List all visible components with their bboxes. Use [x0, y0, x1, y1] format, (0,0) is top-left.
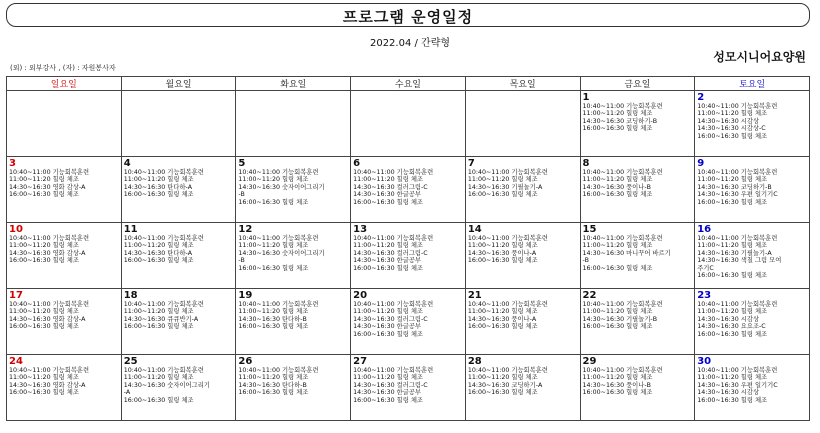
day-cell [580, 289, 695, 355]
schedule-entry: 10:40~11:00 기능회복훈련 [467, 301, 548, 308]
weekday-header-thu: 목요일 [465, 77, 580, 91]
schedule-entry: 14:30~16:30 탄다하-B [238, 315, 307, 323]
schedule-entry: 11:00~11:20 힐링 체조 [582, 374, 653, 382]
schedule-entry: 16:00~16:30 힐링 체조 [9, 191, 79, 199]
schedule-entry: -B [238, 257, 245, 265]
schedule-entry: 14:30~16:30 기필놀기-A [697, 249, 772, 257]
schedule-entry: 14:30~16:30 영화 감상-A [9, 249, 86, 257]
schedule-entry: 14:30~16:30 시감상-C [697, 125, 766, 133]
day-number: 1 [582, 92, 590, 103]
schedule-entry: 11:00~11:20 힐링 체조 [9, 176, 79, 184]
calendar-table [6, 76, 810, 421]
schedule-entry: 10:40~11:00 기능회복훈련 [123, 235, 204, 242]
day-cell [580, 355, 695, 421]
weekday-header-sat: 토요일 [695, 77, 810, 91]
schedule-entry: 14:30~16:30 컬러그림-C [353, 183, 428, 191]
schedule-entry: 14:30~16:30 숫자이어그리기 [238, 249, 325, 257]
day-cell [236, 157, 351, 223]
day-cell [351, 289, 466, 355]
schedule-entry: 10:40~11:00 기능회복훈련 [697, 301, 778, 308]
day-cell [580, 223, 695, 289]
schedule-entry: 14:30~16:30 영화 감상-A [9, 381, 86, 389]
day-number: 15 [582, 224, 597, 235]
schedule-entry: 14:30~16:30 탄다하-B [238, 381, 307, 389]
day-cell [465, 289, 580, 355]
schedule-entry: 14:30~16:30 숫자이어그리기 [123, 381, 210, 389]
schedule-entry: 10:40~11:00 기능회복훈련 [582, 367, 663, 374]
schedule-entry: 11:00~11:20 힐링 체조 [123, 242, 194, 250]
schedule-entry: 14:30~16:30 풍이나-B [582, 183, 651, 191]
day-number: 16 [697, 224, 712, 235]
day-cell [465, 157, 580, 223]
schedule-entry: 11:00~11:20 힐링 체조 [467, 242, 538, 250]
schedule-entry: -A [123, 389, 131, 397]
schedule-entry: 14:30~16:30 컬러그림-C [353, 315, 428, 323]
day-number: 5 [238, 158, 246, 169]
schedule-entry: 16:00~16:30 힐링 체조 [582, 191, 653, 199]
day-number: 6 [353, 158, 361, 169]
day-cell [465, 355, 580, 421]
day-cell [580, 91, 695, 157]
organization-name: 성모시니어요양원 [713, 50, 806, 64]
schedule-entry: 11:00~11:20 힐링 체조 [697, 110, 768, 118]
day-cell [695, 91, 810, 157]
schedule-entry: 11:00~11:20 힐링 체조 [9, 242, 79, 250]
schedule-entry: 10:40~11:00 기능회복훈련 [238, 235, 319, 242]
day-cell [7, 289, 122, 355]
schedule-entry: 10:40~11:00 기능회복훈련 [123, 169, 204, 176]
day-cell [7, 157, 122, 223]
schedule-entry: 16:00~16:30 힐링 체조 [9, 389, 79, 397]
schedule-entry: 16:00~16:30 힐링 체조 [467, 257, 538, 265]
schedule-entry: 16:00~16:30 힐링 체조 [697, 396, 768, 404]
schedule-entry: 11:00~11:20 힐링 체조 [582, 308, 653, 316]
schedule-entry: 11:00~11:20 힐링 체조 [697, 374, 768, 382]
day-number: 25 [123, 356, 138, 367]
day-number: 20 [353, 290, 368, 301]
schedule-entry: 10:40~11:00 기능회복훈련 [582, 301, 663, 308]
empty-day-cell [351, 91, 466, 157]
day-number: 7 [467, 158, 475, 169]
schedule-entry: 10:40~11:00 기능회복훈련 [9, 367, 90, 374]
day-number: 8 [582, 158, 590, 169]
schedule-entry: 11:00~11:20 힐링 체조 [467, 308, 538, 316]
title-banner [6, 3, 810, 27]
schedule-entry: 10:40~11:00 기능회복훈련 [353, 169, 434, 176]
schedule-entry: 10:40~11:00 기능회복훈련 [582, 235, 663, 242]
day-cell [351, 355, 466, 421]
schedule-entry: 14:30~16:30 마니꾸어 바르기 [582, 249, 671, 257]
weekday-header-wed: 수요일 [351, 77, 466, 91]
schedule-entry: 10:40~11:00 기능회복훈련 [353, 367, 434, 374]
schedule-entry: 14:30~16:30 한글공부 [353, 257, 422, 265]
schedule-entry: 10:40~11:00 기능회복훈련 [697, 367, 778, 374]
schedule-entry: 11:00~11:20 힐링 체조 [353, 242, 424, 250]
schedule-entry: 11:00~11:20 힐링 체조 [238, 308, 309, 316]
day-number: 13 [353, 224, 368, 235]
schedule-entry: 11:00~11:20 힐링 체조 [353, 176, 424, 184]
day-number: 4 [123, 158, 131, 169]
schedule-entry: 10:40~11:00 기능회복훈련 [467, 169, 548, 176]
schedule-entry: 14:30~16:30 기필놀기-B [582, 315, 658, 323]
empty-day-cell [121, 91, 236, 157]
schedule-entry: 14:30~16:30 색칠 그림 모여 [697, 257, 782, 265]
schedule-entry: 10:40~11:00 기능회복훈련 [697, 103, 778, 110]
schedule-entry: -B [582, 257, 589, 265]
schedule-entry: 14:30~16:30 한글공부 [353, 191, 422, 199]
schedule-entry: 16:00~16:30 힐링 체조 [467, 389, 538, 397]
day-number: 21 [467, 290, 482, 301]
schedule-entry: 16:00~16:30 힐링 체조 [353, 198, 424, 206]
schedule-entry: -B [238, 191, 245, 199]
schedule-entry: 14:30~16:30 탄다하-A [123, 249, 193, 257]
schedule-entry: 16:00~16:30 힐링 체조 [238, 389, 309, 397]
schedule-entry: 11:00~11:20 힐링 체조 [353, 308, 424, 316]
schedule-entry: 14:30~16:30 숫자이어그리기 [238, 183, 325, 191]
schedule-entry: 14:30~16:30 코딩하기-B [697, 183, 772, 191]
schedule-entry: 16:00~16:30 힐링 체조 [353, 264, 424, 272]
day-cell [236, 289, 351, 355]
schedule-entry: 16:00~16:30 힐링 체조 [582, 264, 653, 272]
schedule-entry: 10:40~11:00 기능회복훈련 [467, 235, 548, 242]
schedule-entry: 16:00~16:30 힐링 체조 [238, 198, 309, 206]
schedule-entry: 16:00~16:30 힐링 체조 [467, 191, 538, 199]
schedule-entry: 주기C [697, 264, 714, 272]
day-cell [121, 289, 236, 355]
weekday-header-row [7, 77, 810, 91]
day-number: 14 [467, 224, 482, 235]
schedule-entry: 10:40~11:00 기능회복훈련 [9, 235, 90, 242]
schedule-entry: 14:30~16:30 한글공부 [353, 323, 422, 331]
schedule-entry: 10:40~11:00 기능회복훈련 [238, 301, 319, 308]
schedule-entry: 16:00~16:30 힐링 체조 [9, 257, 79, 265]
schedule-entry: 14:30~16:30 풍이나-A [467, 315, 537, 323]
schedule-entry: 16:00~16:30 힐링 체조 [123, 191, 194, 199]
day-number: 28 [467, 356, 482, 367]
empty-day-cell [236, 91, 351, 157]
day-cell [695, 157, 810, 223]
schedule-entry: 14:30~16:30 시감상 [697, 315, 760, 323]
schedule-entry: 11:00~11:20 힐링 체조 [9, 374, 79, 382]
schedule-entry: 14:30~16:30 우편 일기기C [697, 381, 778, 389]
schedule-entry: 14:30~16:30 코딩하기-A [467, 381, 543, 389]
schedule-entry: 10:40~11:00 기능회복훈련 [238, 367, 319, 374]
schedule-entry: 10:40~11:00 기능회복훈련 [582, 103, 663, 110]
schedule-entry: 14:30~16:30 요요조-C [697, 323, 766, 331]
empty-day-cell [7, 91, 122, 157]
day-cell [695, 223, 810, 289]
day-number: 2 [697, 92, 705, 103]
day-cell [7, 223, 122, 289]
schedule-entry: 10:40~11:00 기능회복훈련 [238, 169, 319, 176]
day-cell [351, 157, 466, 223]
schedule-entry: 14:30~16:30 큐큐반기-A [123, 315, 199, 323]
schedule-entry: 14:30~16:30 컬러그림-C [353, 249, 428, 257]
schedule-entry: 11:00~11:20 힐링 체조 [123, 176, 194, 184]
day-number: 19 [238, 290, 253, 301]
schedule-entry: 16:00~16:30 힐링 체조 [238, 264, 309, 272]
schedule-entry: 16:00~16:30 힐링 체조 [123, 396, 194, 404]
schedule-entry: 11:00~11:20 힐링 체조 [123, 308, 194, 316]
schedule-entry: 16:00~16:30 힐링 체조 [697, 198, 768, 206]
day-cell [7, 355, 122, 421]
schedule-entry: 14:30~16:30 한글공부 [353, 389, 422, 397]
week-row [7, 91, 810, 157]
schedule-entry: 11:00~11:20 힐링 체조 [582, 110, 653, 118]
schedule-entry: 14:30~16:30 시감상 [697, 389, 760, 397]
day-number: 12 [238, 224, 253, 235]
day-cell [695, 355, 810, 421]
schedule-entry: 11:00~11:20 힐링 체조 [582, 176, 653, 184]
weekday-header-tue: 화요일 [236, 77, 351, 91]
schedule-entry: 16:00~16:30 힐링 체조 [353, 396, 424, 404]
schedule-entry: 14:30~16:30 기필놀기-A [467, 183, 543, 191]
schedule-entry: 10:40~11:00 기능회복훈련 [353, 301, 434, 308]
schedule-entry: 16:00~16:30 힐링 체조 [123, 257, 194, 265]
day-number: 22 [582, 290, 597, 301]
schedule-entry: 16:00~16:30 힐링 체조 [123, 323, 194, 331]
day-cell [236, 355, 351, 421]
schedule-entry: 11:00~11:20 힐링 체조 [697, 176, 768, 184]
schedule-entry: 11:00~11:20 힐링 체조 [9, 308, 79, 316]
weekday-header-mon: 월요일 [121, 77, 236, 91]
day-cell [236, 223, 351, 289]
schedule-entry: 16:00~16:30 힐링 체조 [582, 323, 653, 331]
schedule-entry: 16:00~16:30 힐링 체조 [9, 323, 79, 331]
schedule-entry: 16:00~16:30 힐링 체조 [697, 272, 768, 280]
schedule-entry: 14:30~16:30 탄다하-A [123, 183, 193, 191]
schedule-entry: 10:40~11:00 기능회복훈련 [9, 169, 90, 176]
legend-note: (외) : 외부강사 , (자) : 자원봉사자 [10, 64, 116, 72]
schedule-entry: 10:40~11:00 기능회복훈련 [123, 367, 204, 374]
schedule-entry: 11:00~11:20 힐링 체조 [467, 374, 538, 382]
schedule-entry: 10:40~11:00 기능회복훈련 [123, 301, 204, 308]
day-number: 17 [9, 290, 23, 301]
day-number: 3 [9, 158, 16, 169]
schedule-entry: 14:30~16:30 영화 감상-A [9, 315, 86, 323]
day-cell [121, 355, 236, 421]
page-title: 프로그램 운영일정 [342, 8, 474, 26]
page-subtitle: 2022.04 / 간략형 [369, 38, 451, 49]
day-cell [580, 157, 695, 223]
schedule-entry: 11:00~11:20 힐링 체조 [582, 242, 653, 250]
schedule-entry: 11:00~11:20 힐링 체조 [123, 374, 194, 382]
schedule-entry: 16:00~16:30 힐링 체조 [353, 330, 424, 338]
day-number: 26 [238, 356, 253, 367]
schedule-entry: 11:00~11:20 힐링 체조 [238, 176, 309, 184]
schedule-entry: 14:30~16:30 영화 감상-A [9, 183, 86, 191]
schedule-entry: 16:00~16:30 힐링 체조 [467, 323, 538, 331]
week-row [7, 355, 810, 421]
day-number: 29 [582, 356, 597, 367]
day-number: 23 [697, 290, 712, 301]
schedule-entry: 14:30~16:30 우편 일기기C [697, 191, 778, 199]
schedule-entry: 14:30~16:30 풍이나-A [467, 249, 537, 257]
day-cell [465, 223, 580, 289]
schedule-entry: 11:00~11:20 힐링 체조 [238, 242, 309, 250]
schedule-entry: 16:00~16:30 힐링 체조 [582, 389, 653, 397]
schedule-entry: 11:00~11:20 힐링 체조 [697, 308, 768, 316]
week-row [7, 289, 810, 355]
day-number: 24 [9, 356, 23, 367]
schedule-entry: 16:00~16:30 힐링 체조 [697, 330, 768, 338]
schedule-entry: 10:40~11:00 기능회복훈련 [697, 235, 778, 242]
schedule-entry: 14:30~16:30 컬러그림-C [353, 381, 428, 389]
schedule-entry: 14:30~16:30 풍이나-B [582, 381, 651, 389]
day-number: 11 [123, 224, 138, 235]
day-cell [121, 157, 236, 223]
schedule-entry: 11:00~11:20 힐링 체조 [238, 374, 309, 382]
schedule-entry: 10:40~11:00 기능회복훈련 [353, 235, 434, 242]
schedule-entry: 10:40~11:00 기능회복훈련 [467, 367, 548, 374]
schedule-entry: 11:00~11:20 힐링 체조 [353, 374, 424, 382]
empty-day-cell [465, 91, 580, 157]
week-row [7, 223, 810, 289]
weekday-header-sun: 일요일 [7, 77, 122, 91]
schedule-entry: 16:00~16:30 힐링 체조 [697, 132, 768, 140]
schedule-entry: 10:40~11:00 기능회복훈련 [9, 301, 90, 308]
day-number: 18 [123, 290, 138, 301]
week-row [7, 157, 810, 223]
schedule-entry: 11:00~11:20 힐링 체조 [467, 176, 538, 184]
day-number: 10 [9, 224, 23, 235]
weekday-header-fri: 금요일 [580, 77, 695, 91]
day-number: 9 [697, 158, 705, 169]
schedule-entry: 10:40~11:00 기능회복훈련 [697, 169, 778, 176]
schedule-entry: 10:40~11:00 기능회복훈련 [582, 169, 663, 176]
schedule-entry: 11:00~11:20 힐링 체조 [697, 242, 768, 250]
day-cell [351, 223, 466, 289]
schedule-entry: 14:30~16:30 시감상 [697, 117, 760, 125]
day-number: 27 [353, 356, 368, 367]
day-number: 30 [697, 356, 712, 367]
schedule-entry: 16:00~16:30 힐링 체조 [582, 125, 653, 133]
day-cell [695, 289, 810, 355]
schedule-entry: 14:30~16:30 코딩하기-B [582, 117, 658, 125]
schedule-entry: 16:00~16:30 힐링 체조 [238, 323, 309, 331]
day-cell [121, 223, 236, 289]
